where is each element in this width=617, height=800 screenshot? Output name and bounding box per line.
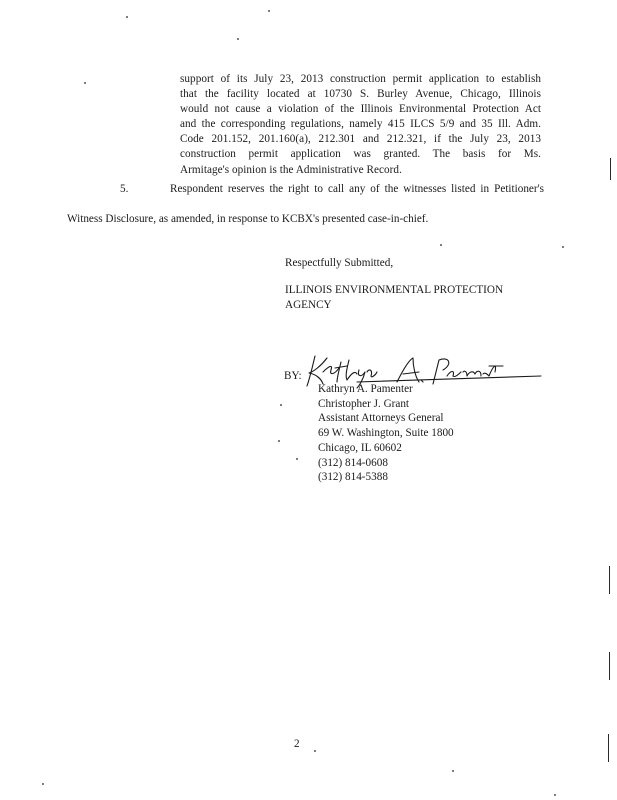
- scan-artifact-speck: [278, 440, 280, 442]
- signatory-title: Assistant Attorneys General: [318, 412, 444, 424]
- scan-artifact-speck: [562, 246, 564, 248]
- quoted-paragraph-line: would not cause a violation of the Illinois Environmental Protection Act: [180, 103, 541, 116]
- quoted-paragraph-line: construction permit application was granted. The basis for Ms.: [180, 148, 541, 161]
- by-label: BY:: [284, 370, 302, 382]
- address-line: Chicago, IL 60602: [318, 442, 402, 454]
- scan-artifact-speck: [314, 750, 316, 752]
- scan-artifact-speck: [268, 10, 270, 12]
- agency-name-line: ILLINOIS ENVIRONMENTAL PROTECTION: [285, 284, 504, 296]
- quoted-paragraph-line: Armitage's opinion is the Administrative Record.: [180, 163, 402, 176]
- scan-artifact-speck: [42, 783, 44, 785]
- scan-artifact-speck: [452, 770, 454, 772]
- paragraph-number: 5.: [120, 183, 129, 195]
- quoted-paragraph-line: that the facility located at 10730 S. Burley Avenue, Chicago, Illinois: [180, 88, 541, 101]
- scan-artifact-speck: [554, 794, 556, 796]
- scan-artifact-mark: [610, 158, 611, 180]
- quoted-paragraph-line: Code 201.152, 201.160(a), 212.301 and 212.321, if the July 23, 2013: [180, 133, 541, 146]
- scan-artifact-speck: [84, 82, 86, 84]
- quoted-paragraph: [180, 72, 541, 178]
- quoted-paragraph-line: support of its July 23, 2013 construction permit application to establish: [180, 73, 541, 85]
- page-number: 2: [294, 738, 300, 750]
- quoted-paragraph-line: and the corresponding regulations, namely 415 ILCS 5/9 and 35 Ill. Adm.: [180, 118, 541, 131]
- co-signatory-name: Christopher J. Grant: [318, 398, 410, 410]
- scan-artifact-mark: [609, 652, 610, 680]
- scan-artifact-mark: [609, 566, 610, 594]
- agency-name-line: AGENCY: [285, 299, 332, 311]
- scan-artifact-speck: [126, 16, 128, 18]
- scan-artifact-speck: [237, 38, 239, 40]
- scan-artifact-speck: [280, 404, 282, 406]
- phone-number: (312) 814-0608: [318, 457, 388, 469]
- paragraph-text-line: Respondent reserves the right to call any of the witnesses listed in Petitioner's: [170, 183, 544, 195]
- address-line: 69 W. Washington, Suite 1800: [318, 427, 454, 439]
- scan-artifact-speck: [440, 244, 442, 246]
- scan-artifact-speck: [296, 458, 298, 460]
- phone-number: (312) 814-5388: [318, 471, 388, 483]
- paragraph-text-line: Witness Disclosure, as amended, in response to KCBX's presented case-in-chief.: [67, 213, 429, 225]
- scan-artifact-mark: [608, 734, 609, 762]
- salutation: Respectfully Submitted,: [285, 257, 394, 269]
- signatory-name: Kathryn A. Pamenter: [318, 383, 413, 395]
